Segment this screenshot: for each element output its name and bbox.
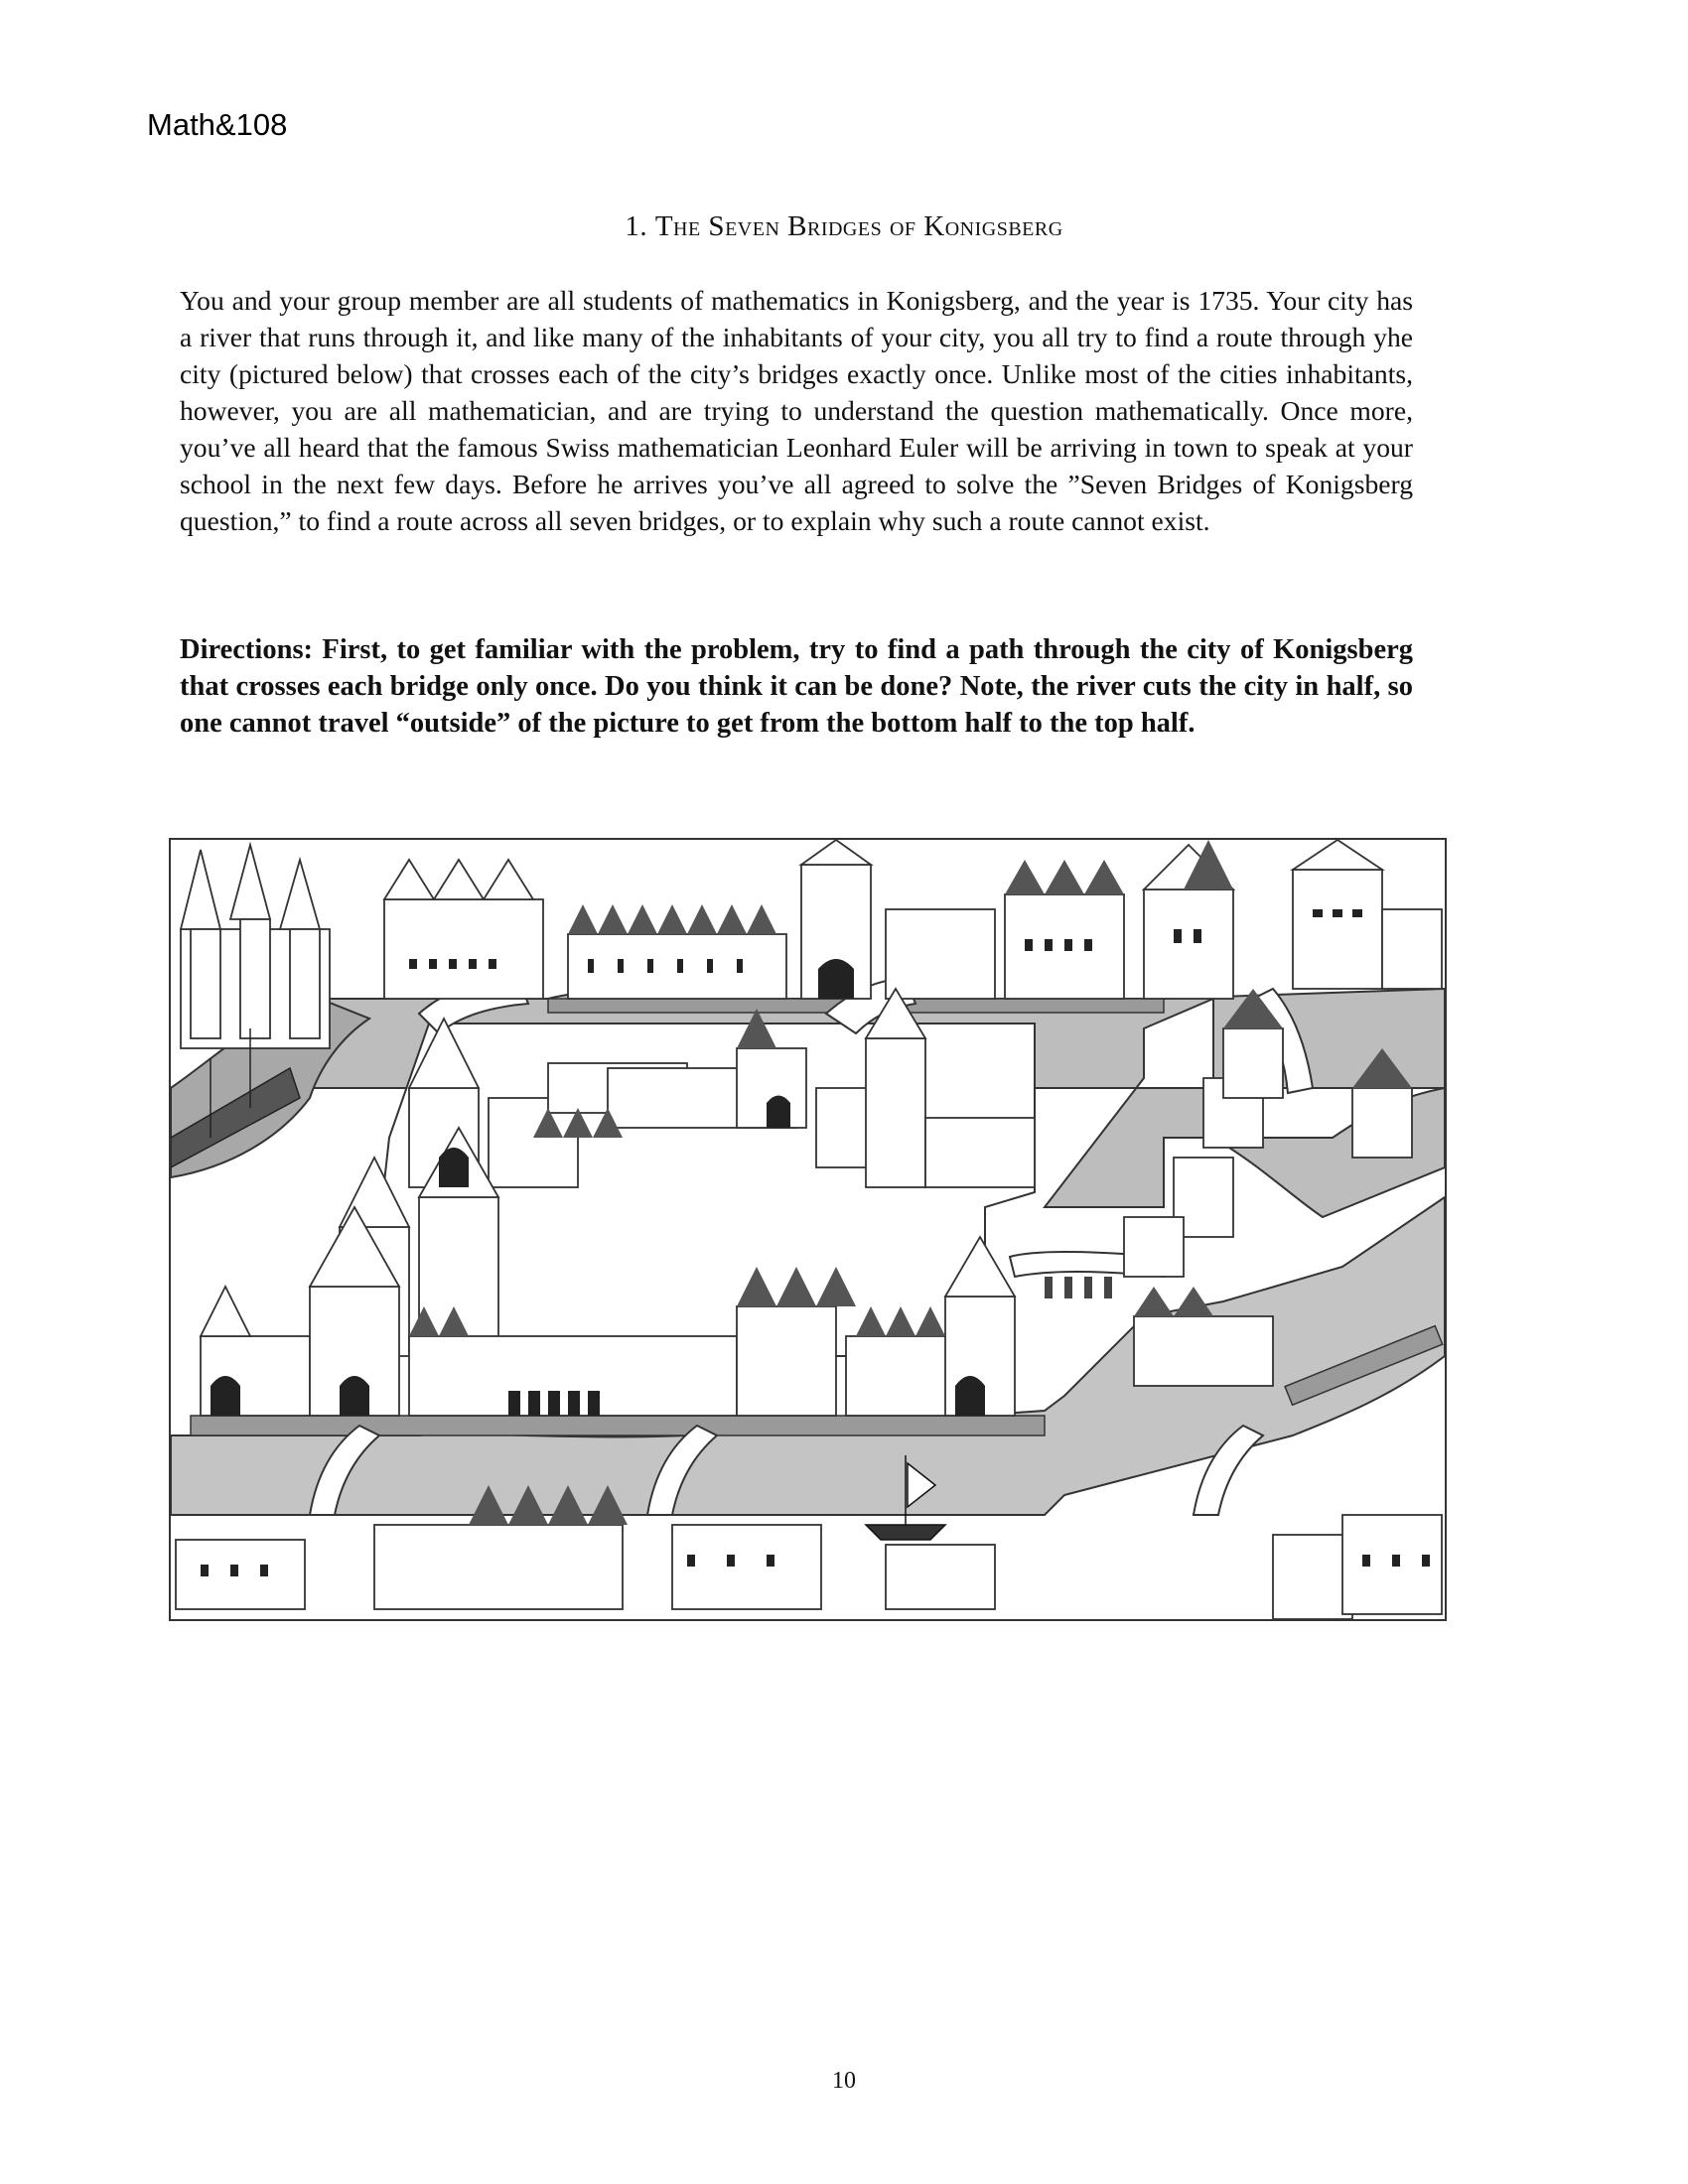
course-label: Math&108 [147,107,288,142]
section-number: 1. [625,210,648,242]
section-title [0,210,1688,243]
directions-paragraph: Directions: First, to get familiar with the problem, try to find a path through the city of Konigsberg that crosses each bridge only once. Do you think it can be done? Note, the river cuts the city in half, so one cannot travel “outside” of the picture to get from the bottom half to the top half. [180,634,1413,739]
konigsberg-illustration [169,838,1447,1621]
intro-paragraph: You and your group member are all students of mathematics in Konigsberg, and the year is 1735. Your city has a river that runs through it, and like many of the inhabitants of your city, you all try to find a route through yhe city (pictured below) that crosses each of the city’s bridges exactly once. Unlike most of the cities inhabitants, however, you are all mathematician, and are trying to understand the question mathematically. Once more, you’ve all heard that the famous Swiss mathematician Leonhard Euler will be arriving in town to speak at your school in the next few days. Before he arrives you’ve all agreed to solve the ”Seven Bridges of Konigsberg question,” to find a route across all seven bridges, or to explain why such a route cannot exist. [180,285,1413,536]
page-number: 10 [832,2068,856,2094]
konigsberg-drawing [171,840,1445,1619]
section-title-text: The Seven Bridges of Konigsberg [654,210,1063,242]
